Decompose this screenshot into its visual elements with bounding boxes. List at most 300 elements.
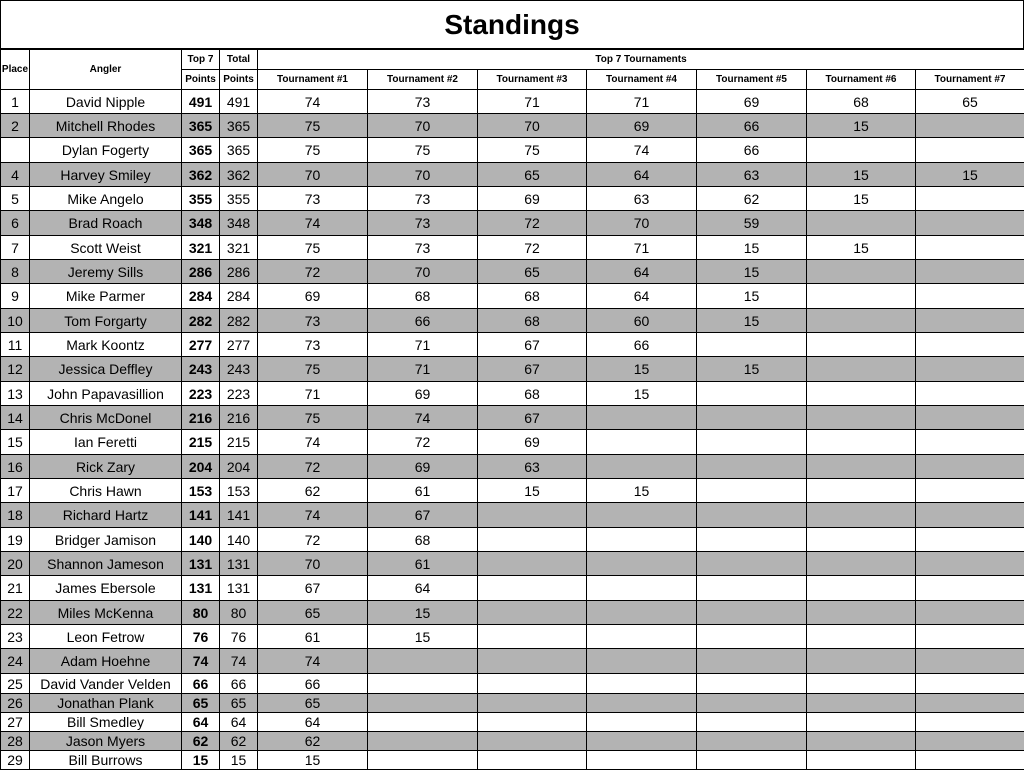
top7-points-cell: 362 bbox=[182, 163, 220, 187]
total-points-cell: 62 bbox=[220, 732, 258, 751]
angler-cell: Ian Feretti bbox=[30, 430, 182, 455]
tournament-4-cell: 71 bbox=[587, 90, 697, 114]
tournament-7-cell bbox=[916, 713, 1024, 732]
tournament-2-cell bbox=[368, 732, 478, 751]
total-points-cell: 286 bbox=[220, 260, 258, 284]
tournament-7-cell bbox=[916, 732, 1024, 751]
tournament-5-cell bbox=[697, 601, 807, 625]
tournament-6-cell bbox=[807, 625, 916, 649]
tournament-5-cell: 59 bbox=[697, 211, 807, 236]
tournament-1-cell: 66 bbox=[258, 674, 368, 694]
tournament-1-cell: 74 bbox=[258, 211, 368, 236]
tournament-2-cell: 69 bbox=[368, 455, 478, 479]
tournament-2-cell: 64 bbox=[368, 576, 478, 601]
tournament-1-cell: 71 bbox=[258, 382, 368, 406]
tournament-7-cell bbox=[916, 625, 1024, 649]
header-total-points bbox=[220, 50, 258, 90]
top7-points-cell: 140 bbox=[182, 528, 220, 552]
tournament-4-cell: 15 bbox=[587, 357, 697, 382]
top7-points-cell: 284 bbox=[182, 284, 220, 309]
tournament-3-cell bbox=[478, 713, 587, 732]
top7-points-cell: 286 bbox=[182, 260, 220, 284]
total-points-cell: 365 bbox=[220, 138, 258, 163]
angler-cell: Adam Hoehne bbox=[30, 649, 182, 674]
total-points-cell: 282 bbox=[220, 309, 258, 333]
tournament-7-cell bbox=[916, 649, 1024, 674]
place-cell: 21 bbox=[1, 576, 30, 601]
tournament-2-cell: 68 bbox=[368, 528, 478, 552]
tournament-5-cell bbox=[697, 406, 807, 430]
tournament-3-cell bbox=[478, 528, 587, 552]
tournament-2-cell: 70 bbox=[368, 260, 478, 284]
tournament-4-cell bbox=[587, 576, 697, 601]
tournament-3-cell bbox=[478, 649, 587, 674]
place-cell: 23 bbox=[1, 625, 30, 649]
place-cell bbox=[1, 138, 30, 163]
top7-points-cell: 365 bbox=[182, 138, 220, 163]
tournament-4-cell: 64 bbox=[587, 284, 697, 309]
tournament-3-cell bbox=[478, 576, 587, 601]
page-title: Standings bbox=[0, 0, 1024, 49]
tournament-5-cell bbox=[697, 576, 807, 601]
tournament-3-cell: 15 bbox=[478, 479, 587, 503]
tournament-5-cell bbox=[697, 751, 807, 770]
table-row bbox=[1, 552, 1024, 576]
header-tournaments-group: Top 7 Tournaments bbox=[258, 50, 1024, 70]
tournament-1-cell: 72 bbox=[258, 455, 368, 479]
tournament-5-cell bbox=[697, 503, 807, 528]
tournament-3-cell: 70 bbox=[478, 114, 587, 138]
tournament-1-cell: 74 bbox=[258, 90, 368, 114]
tournament-5-cell bbox=[697, 694, 807, 713]
tournament-1-cell: 74 bbox=[258, 430, 368, 455]
table-row bbox=[1, 528, 1024, 552]
table-row bbox=[1, 236, 1024, 260]
place-cell: 10 bbox=[1, 309, 30, 333]
tournament-1-cell: 61 bbox=[258, 625, 368, 649]
tournament-7-cell bbox=[916, 430, 1024, 455]
header-top7-line1: Top 7 bbox=[187, 54, 214, 65]
top7-points-cell: 153 bbox=[182, 479, 220, 503]
tournament-4-cell bbox=[587, 552, 697, 576]
table-row bbox=[1, 114, 1024, 138]
tournament-6-cell bbox=[807, 455, 916, 479]
tournament-2-cell: 74 bbox=[368, 406, 478, 430]
tournament-2-cell: 15 bbox=[368, 601, 478, 625]
tournament-3-cell: 67 bbox=[478, 357, 587, 382]
tournament-6-cell bbox=[807, 576, 916, 601]
top7-points-cell: 216 bbox=[182, 406, 220, 430]
total-points-cell: 15 bbox=[220, 751, 258, 770]
tournament-1-cell: 72 bbox=[258, 260, 368, 284]
tournament-1-cell: 15 bbox=[258, 751, 368, 770]
place-cell: 22 bbox=[1, 601, 30, 625]
table-row bbox=[1, 309, 1024, 333]
tournament-3-cell bbox=[478, 732, 587, 751]
tournament-7-cell bbox=[916, 503, 1024, 528]
tournament-1-cell: 73 bbox=[258, 187, 368, 211]
tournament-2-cell: 15 bbox=[368, 625, 478, 649]
place-cell: 24 bbox=[1, 649, 30, 674]
total-points-cell: 355 bbox=[220, 187, 258, 211]
tournament-6-cell bbox=[807, 357, 916, 382]
tournament-2-cell bbox=[368, 713, 478, 732]
place-cell: 5 bbox=[1, 187, 30, 211]
tournament-3-cell bbox=[478, 503, 587, 528]
tournament-1-cell: 70 bbox=[258, 552, 368, 576]
table-row bbox=[1, 211, 1024, 236]
angler-cell: Mitchell Rhodes bbox=[30, 114, 182, 138]
tournament-1-cell: 65 bbox=[258, 601, 368, 625]
top7-points-cell: 80 bbox=[182, 601, 220, 625]
tournament-7-cell bbox=[916, 406, 1024, 430]
angler-cell: Jason Myers bbox=[30, 732, 182, 751]
angler-cell: Tom Forgarty bbox=[30, 309, 182, 333]
header-tournament-6: Tournament #6 bbox=[807, 70, 916, 90]
tournament-2-cell: 73 bbox=[368, 236, 478, 260]
tournament-1-cell: 69 bbox=[258, 284, 368, 309]
place-cell: 14 bbox=[1, 406, 30, 430]
table-row bbox=[1, 333, 1024, 357]
tournament-6-cell bbox=[807, 552, 916, 576]
tournament-7-cell bbox=[916, 309, 1024, 333]
place-cell: 28 bbox=[1, 732, 30, 751]
angler-cell: Jessica Deffley bbox=[30, 357, 182, 382]
tournament-7-cell bbox=[916, 601, 1024, 625]
tournament-1-cell: 65 bbox=[258, 694, 368, 713]
table-row bbox=[1, 260, 1024, 284]
angler-cell: Dylan Fogerty bbox=[30, 138, 182, 163]
tournament-5-cell bbox=[697, 674, 807, 694]
place-cell: 7 bbox=[1, 236, 30, 260]
table-row bbox=[1, 138, 1024, 163]
angler-cell: Leon Fetrow bbox=[30, 625, 182, 649]
header-tournament-7: Tournament #7 bbox=[916, 70, 1024, 90]
angler-cell: David Vander Velden bbox=[30, 674, 182, 694]
tournament-6-cell: 15 bbox=[807, 163, 916, 187]
tournament-4-cell bbox=[587, 406, 697, 430]
tournament-4-cell bbox=[587, 430, 697, 455]
tournament-3-cell: 65 bbox=[478, 260, 587, 284]
top7-points-cell: 215 bbox=[182, 430, 220, 455]
tournament-5-cell bbox=[697, 732, 807, 751]
angler-cell: Bill Smedley bbox=[30, 713, 182, 732]
angler-cell: David Nipple bbox=[30, 90, 182, 114]
tournament-2-cell: 69 bbox=[368, 382, 478, 406]
tournament-3-cell bbox=[478, 601, 587, 625]
tournament-2-cell: 71 bbox=[368, 333, 478, 357]
table-row bbox=[1, 163, 1024, 187]
total-points-cell: 64 bbox=[220, 713, 258, 732]
tournament-6-cell bbox=[807, 649, 916, 674]
header-tournament-2: Tournament #2 bbox=[368, 70, 478, 90]
tournament-6-cell: 15 bbox=[807, 236, 916, 260]
tournament-3-cell: 63 bbox=[478, 455, 587, 479]
tournament-3-cell: 69 bbox=[478, 430, 587, 455]
angler-cell: Miles McKenna bbox=[30, 601, 182, 625]
tournament-7-cell bbox=[916, 674, 1024, 694]
tournament-2-cell: 75 bbox=[368, 138, 478, 163]
angler-cell: Brad Roach bbox=[30, 211, 182, 236]
total-points-cell: 223 bbox=[220, 382, 258, 406]
tournament-1-cell: 74 bbox=[258, 649, 368, 674]
tournament-2-cell: 67 bbox=[368, 503, 478, 528]
tournament-7-cell bbox=[916, 236, 1024, 260]
tournament-5-cell: 15 bbox=[697, 260, 807, 284]
header-tournament-5: Tournament #5 bbox=[697, 70, 807, 90]
tournament-4-cell bbox=[587, 713, 697, 732]
tournament-4-cell: 15 bbox=[587, 479, 697, 503]
place-cell: 2 bbox=[1, 114, 30, 138]
total-points-cell: 76 bbox=[220, 625, 258, 649]
tournament-6-cell bbox=[807, 260, 916, 284]
header-top7-line2: Points bbox=[182, 69, 219, 89]
tournament-1-cell: 75 bbox=[258, 114, 368, 138]
tournament-5-cell: 63 bbox=[697, 163, 807, 187]
total-points-cell: 277 bbox=[220, 333, 258, 357]
place-cell: 16 bbox=[1, 455, 30, 479]
tournament-3-cell: 68 bbox=[478, 382, 587, 406]
tournament-5-cell: 15 bbox=[697, 284, 807, 309]
tournament-5-cell bbox=[697, 649, 807, 674]
table-row bbox=[1, 601, 1024, 625]
place-cell: 18 bbox=[1, 503, 30, 528]
tournament-6-cell bbox=[807, 713, 916, 732]
tournament-6-cell bbox=[807, 601, 916, 625]
tournament-1-cell: 73 bbox=[258, 333, 368, 357]
tournament-2-cell: 73 bbox=[368, 211, 478, 236]
place-cell: 15 bbox=[1, 430, 30, 455]
tournament-5-cell: 66 bbox=[697, 138, 807, 163]
table-row bbox=[1, 90, 1024, 114]
tournament-1-cell: 75 bbox=[258, 138, 368, 163]
total-points-cell: 131 bbox=[220, 552, 258, 576]
tournament-4-cell: 63 bbox=[587, 187, 697, 211]
tournament-5-cell bbox=[697, 479, 807, 503]
place-cell: 25 bbox=[1, 674, 30, 694]
place-cell: 6 bbox=[1, 211, 30, 236]
total-points-cell: 80 bbox=[220, 601, 258, 625]
top7-points-cell: 321 bbox=[182, 236, 220, 260]
total-points-cell: 65 bbox=[220, 694, 258, 713]
tournament-3-cell bbox=[478, 694, 587, 713]
tournament-6-cell bbox=[807, 430, 916, 455]
tournament-5-cell: 15 bbox=[697, 309, 807, 333]
tournament-4-cell: 64 bbox=[587, 163, 697, 187]
tournament-7-cell bbox=[916, 694, 1024, 713]
tournament-1-cell: 72 bbox=[258, 528, 368, 552]
table-row bbox=[1, 576, 1024, 601]
tournament-4-cell bbox=[587, 732, 697, 751]
tournament-7-cell bbox=[916, 357, 1024, 382]
tournament-7-cell bbox=[916, 138, 1024, 163]
tournament-2-cell bbox=[368, 674, 478, 694]
tournament-6-cell bbox=[807, 138, 916, 163]
standings-table bbox=[0, 49, 1024, 770]
tournament-6-cell: 15 bbox=[807, 114, 916, 138]
tournament-4-cell: 70 bbox=[587, 211, 697, 236]
tournament-3-cell: 65 bbox=[478, 163, 587, 187]
tournament-3-cell: 72 bbox=[478, 211, 587, 236]
total-points-cell: 365 bbox=[220, 114, 258, 138]
total-points-cell: 74 bbox=[220, 649, 258, 674]
header-place: Place bbox=[1, 50, 30, 90]
top7-points-cell: 491 bbox=[182, 90, 220, 114]
angler-cell: Chris Hawn bbox=[30, 479, 182, 503]
tournament-7-cell bbox=[916, 751, 1024, 770]
tournament-6-cell bbox=[807, 333, 916, 357]
tournament-1-cell: 74 bbox=[258, 503, 368, 528]
table-row bbox=[1, 732, 1024, 751]
tournament-1-cell: 70 bbox=[258, 163, 368, 187]
tournament-2-cell bbox=[368, 751, 478, 770]
tournament-3-cell: 69 bbox=[478, 187, 587, 211]
tournament-1-cell: 73 bbox=[258, 309, 368, 333]
top7-points-cell: 131 bbox=[182, 552, 220, 576]
tournament-7-cell bbox=[916, 455, 1024, 479]
table-row bbox=[1, 674, 1024, 694]
place-cell: 11 bbox=[1, 333, 30, 357]
angler-cell: Shannon Jameson bbox=[30, 552, 182, 576]
top7-points-cell: 348 bbox=[182, 211, 220, 236]
table-row bbox=[1, 649, 1024, 674]
place-cell: 17 bbox=[1, 479, 30, 503]
place-cell: 9 bbox=[1, 284, 30, 309]
header-tournament-1: Tournament #1 bbox=[258, 70, 368, 90]
tournament-4-cell: 69 bbox=[587, 114, 697, 138]
total-points-cell: 243 bbox=[220, 357, 258, 382]
tournament-3-cell bbox=[478, 674, 587, 694]
top7-points-cell: 131 bbox=[182, 576, 220, 601]
tournament-3-cell bbox=[478, 751, 587, 770]
total-points-cell: 131 bbox=[220, 576, 258, 601]
tournament-7-cell bbox=[916, 284, 1024, 309]
top7-points-cell: 64 bbox=[182, 713, 220, 732]
top7-points-cell: 66 bbox=[182, 674, 220, 694]
table-row bbox=[1, 713, 1024, 732]
tournament-6-cell bbox=[807, 284, 916, 309]
header-angler: Angler bbox=[30, 50, 182, 90]
table-row bbox=[1, 430, 1024, 455]
tournament-4-cell bbox=[587, 503, 697, 528]
top7-points-cell: 365 bbox=[182, 114, 220, 138]
tournament-3-cell: 71 bbox=[478, 90, 587, 114]
tournament-7-cell bbox=[916, 187, 1024, 211]
top7-points-cell: 223 bbox=[182, 382, 220, 406]
top7-points-cell: 282 bbox=[182, 309, 220, 333]
tournament-4-cell bbox=[587, 528, 697, 552]
tournament-4-cell: 64 bbox=[587, 260, 697, 284]
table-row bbox=[1, 479, 1024, 503]
tournament-5-cell bbox=[697, 455, 807, 479]
place-cell: 1 bbox=[1, 90, 30, 114]
place-cell: 20 bbox=[1, 552, 30, 576]
angler-cell: Harvey Smiley bbox=[30, 163, 182, 187]
table-row bbox=[1, 382, 1024, 406]
tournament-7-cell bbox=[916, 382, 1024, 406]
table-row bbox=[1, 455, 1024, 479]
top7-points-cell: 277 bbox=[182, 333, 220, 357]
table-row bbox=[1, 694, 1024, 713]
angler-cell: Richard Hartz bbox=[30, 503, 182, 528]
total-points-cell: 204 bbox=[220, 455, 258, 479]
angler-cell: Bridger Jamison bbox=[30, 528, 182, 552]
tournament-6-cell bbox=[807, 732, 916, 751]
tournament-3-cell: 67 bbox=[478, 333, 587, 357]
tournament-4-cell: 71 bbox=[587, 236, 697, 260]
angler-cell: Jeremy Sills bbox=[30, 260, 182, 284]
top7-points-cell: 65 bbox=[182, 694, 220, 713]
top7-points-cell: 141 bbox=[182, 503, 220, 528]
table-row bbox=[1, 406, 1024, 430]
table-row bbox=[1, 357, 1024, 382]
tournament-5-cell bbox=[697, 713, 807, 732]
header-total-line2: Points bbox=[220, 69, 257, 89]
standings-body bbox=[1, 90, 1024, 770]
tournament-5-cell bbox=[697, 552, 807, 576]
tournament-5-cell bbox=[697, 625, 807, 649]
table-row bbox=[1, 503, 1024, 528]
tournament-7-cell: 15 bbox=[916, 163, 1024, 187]
tournament-5-cell bbox=[697, 382, 807, 406]
tournament-7-cell bbox=[916, 576, 1024, 601]
angler-cell: Bill Burrows bbox=[30, 751, 182, 770]
tournament-4-cell bbox=[587, 649, 697, 674]
total-points-cell: 216 bbox=[220, 406, 258, 430]
header-top7-points bbox=[182, 50, 220, 90]
place-cell: 29 bbox=[1, 751, 30, 770]
tournament-2-cell: 73 bbox=[368, 90, 478, 114]
angler-cell: Mike Angelo bbox=[30, 187, 182, 211]
tournament-2-cell bbox=[368, 649, 478, 674]
tournament-2-cell bbox=[368, 694, 478, 713]
tournament-7-cell bbox=[916, 260, 1024, 284]
tournament-1-cell: 67 bbox=[258, 576, 368, 601]
place-cell: 4 bbox=[1, 163, 30, 187]
tournament-6-cell bbox=[807, 211, 916, 236]
header-tournament-3: Tournament #3 bbox=[478, 70, 587, 90]
header-tournament-4: Tournament #4 bbox=[587, 70, 697, 90]
tournament-6-cell: 68 bbox=[807, 90, 916, 114]
tournament-2-cell: 66 bbox=[368, 309, 478, 333]
top7-points-cell: 74 bbox=[182, 649, 220, 674]
top7-points-cell: 204 bbox=[182, 455, 220, 479]
place-cell: 8 bbox=[1, 260, 30, 284]
tournament-6-cell bbox=[807, 309, 916, 333]
total-points-cell: 348 bbox=[220, 211, 258, 236]
tournament-5-cell: 62 bbox=[697, 187, 807, 211]
top7-points-cell: 15 bbox=[182, 751, 220, 770]
tournament-6-cell bbox=[807, 694, 916, 713]
tournament-7-cell bbox=[916, 552, 1024, 576]
tournament-1-cell: 75 bbox=[258, 406, 368, 430]
angler-cell: Scott Weist bbox=[30, 236, 182, 260]
tournament-3-cell bbox=[478, 625, 587, 649]
angler-cell: Mike Parmer bbox=[30, 284, 182, 309]
tournament-1-cell: 62 bbox=[258, 479, 368, 503]
tournament-6-cell bbox=[807, 751, 916, 770]
tournament-6-cell bbox=[807, 406, 916, 430]
table-row bbox=[1, 751, 1024, 770]
place-cell: 26 bbox=[1, 694, 30, 713]
tournament-1-cell: 62 bbox=[258, 732, 368, 751]
place-cell: 19 bbox=[1, 528, 30, 552]
tournament-7-cell bbox=[916, 211, 1024, 236]
tournament-2-cell: 68 bbox=[368, 284, 478, 309]
header-total-line1: Total bbox=[226, 54, 251, 65]
total-points-cell: 140 bbox=[220, 528, 258, 552]
total-points-cell: 66 bbox=[220, 674, 258, 694]
